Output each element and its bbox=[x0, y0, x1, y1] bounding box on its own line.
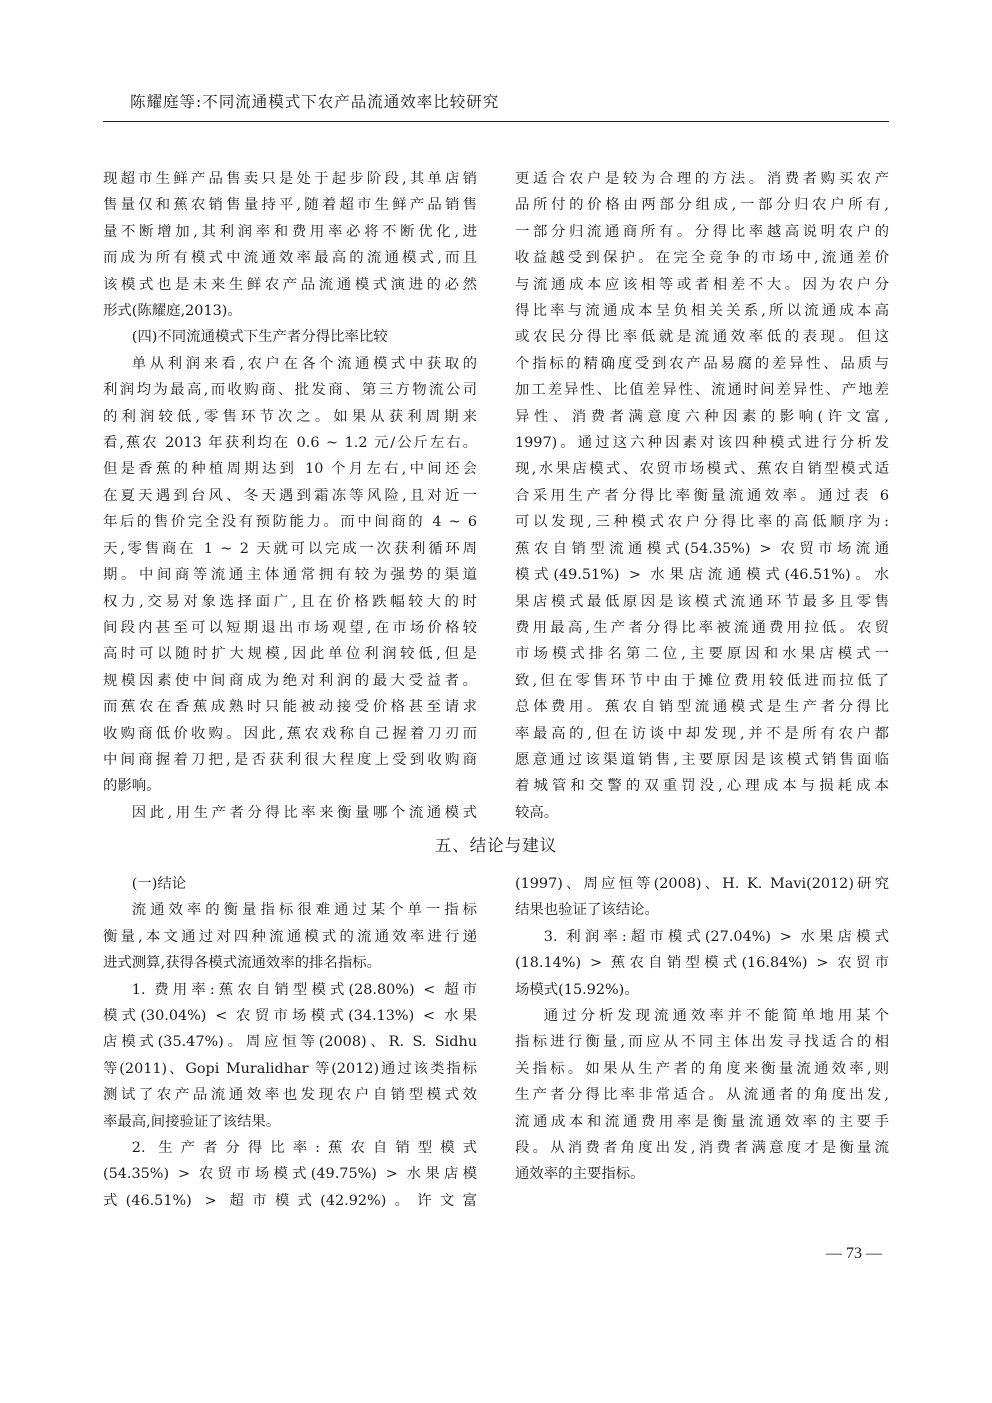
text-line: 品所付的价格由两部分组成,一部分归农户所有, bbox=[515, 197, 889, 214]
text-line: 通过分析发现流通效率并不能简单地用某个 bbox=[543, 1008, 889, 1025]
text-line: 可以发现,三种模式农户分得比率的高低顺序为: bbox=[515, 514, 889, 531]
section-heading: 五、结论与建议 bbox=[434, 836, 558, 855]
text-line: 2. 生产者分得比率:蕉农自销型模式 bbox=[131, 1140, 477, 1157]
text-line: 蕉农自销型流通模式(54.35%) > 农贸市场流通 bbox=[515, 540, 889, 557]
text-line: 在夏天遇到台风、冬天遇到霜冻等风险,且对近一 bbox=[103, 487, 477, 504]
text-line: 期。中间商等流通主体通常拥有较为强势的渠道 bbox=[103, 567, 477, 584]
text-line: 量不断增加,其利润率和费用率必将不断优化,进 bbox=[103, 223, 477, 240]
text-line: 模式(30.04%) < 农贸市场模式(34.13%) < 水果 bbox=[103, 1008, 477, 1025]
text-line: 现超市生鲜产品售卖只是处于起步阶段,其单店销 bbox=[103, 171, 477, 187]
text-line: 得比率与流通成本呈负相关关系,所以流通成本高 bbox=[515, 303, 889, 320]
text-line: (18.14%) > 蕉农自销型模式(16.84%) > 农贸市 bbox=[515, 955, 889, 972]
running-title: 陈耀庭等:不同流通模式下农产品流通效率比较研究 bbox=[130, 93, 500, 111]
text-line: 果店模式最低原因是该模式流通环节最多且零售 bbox=[515, 593, 889, 610]
text-line: 合采用生产者分得比率衡量流通效率。通过表 6 bbox=[515, 487, 889, 504]
text-line: 加工差异性、比值差异性、流通时间差异性、产地差 bbox=[515, 382, 889, 399]
text-line: 形式(陈耀庭,2013)。 bbox=[103, 303, 242, 320]
text-line: 异性、消费者满意度六种因素的影响(许文富, bbox=[515, 408, 889, 425]
text-line: 而成为所有模式中流通效率最高的流通模式,而且 bbox=[103, 250, 477, 267]
text-line: 而蕉农在香蕉成熟时只能被动接受价格甚至请求 bbox=[103, 699, 477, 716]
text-line: 流通成本和流通费用率是衡量流通效率的主要手 bbox=[515, 1113, 889, 1130]
text-line: 天,零售商在 1 ~ 2 天就可以完成一次获利循环周 bbox=[103, 540, 477, 557]
header-rule bbox=[103, 121, 889, 122]
text-line: 年后的售价完全没有预防能力。而中间商的 4 ~ 6 bbox=[103, 514, 477, 531]
text-line: 现,水果店模式、农贸市场模式、蕉农自销型模式适 bbox=[515, 461, 889, 478]
body-column-right-top bbox=[515, 166, 889, 826]
text-line: 场模式(15.92%)。 bbox=[515, 981, 639, 998]
subsection-heading: (一)结论 bbox=[131, 876, 187, 892]
text-line: 关指标。如果从生产者的角度来衡量流通效率,则 bbox=[515, 1060, 889, 1077]
body-column-right-bottom bbox=[515, 871, 889, 1188]
text-line: 衡量,本文通过对四种流通模式的流通效率进行递 bbox=[103, 928, 477, 945]
page-number: — 73 — bbox=[826, 1245, 882, 1262]
text-line: 收益越受到保护。在完全竞争的市场中,流通差价 bbox=[515, 250, 889, 267]
text-line: 的影响。 bbox=[103, 778, 161, 795]
text-line: 总体费用。蕉农自销型流通模式是生产者分得比 bbox=[515, 699, 889, 716]
body-column-left-top bbox=[103, 166, 477, 826]
text-line: 个指标的精确度受到农产品易腐的差异性、品质与 bbox=[515, 355, 889, 372]
text-line: 规模因素使中间商成为绝对利润的最大受益者。 bbox=[103, 672, 477, 689]
text-line: 率最高的,但在访谈中却发现,并不是所有农户都 bbox=[515, 725, 889, 742]
text-line: 看,蕉农 2013 年获利均在 0.6 ~ 1.2 元/公斤左右。 bbox=[103, 435, 477, 452]
text-line: 利润均为最高,而收购商、批发商、第三方物流公司 bbox=[103, 382, 477, 399]
subsection-heading: (四)不同流通模式下生产者分得比率比较 bbox=[131, 329, 388, 346]
text-line: 测试了农产品流通效率也发现农户自销型模式效 bbox=[103, 1087, 477, 1104]
text-line: 3. 利润率:超市模式(27.04%) > 水果店模式 bbox=[543, 928, 889, 945]
text-line: 的利润较低,零售环节次之。如果从获利周期来 bbox=[103, 408, 477, 425]
text-line: 店模式(35.47%)。周应恒等(2008)、R. S. Sidhu bbox=[103, 1034, 477, 1051]
text-line: 高时可以随时扩大规模,因此单位利润较低,但是 bbox=[103, 646, 477, 663]
text-line: 权力,交易对象选择面广,且在价格跌幅较大的时 bbox=[103, 593, 477, 610]
text-line: 但是香蕉的种植周期达到 10 个月左右,中间还会 bbox=[103, 461, 477, 478]
text-line: 等(2011)、Gopi Muralidhar 等(2012)通过该类指标 bbox=[103, 1060, 477, 1077]
text-line: 1997)。通过这六种因素对该四种模式进行分析发 bbox=[515, 435, 889, 452]
text-line: 该模式也是未来生鲜农产品流通模式演进的必然 bbox=[103, 276, 477, 293]
text-line: 流通效率的衡量指标很难通过某个单一指标 bbox=[131, 902, 477, 919]
text-line: 致,但在零售环节中由于摊位费用较低进而拉低了 bbox=[515, 672, 889, 689]
text-line: 率最高,间接验证了该结果。 bbox=[103, 1113, 281, 1130]
text-line: 市场模式排名第二位,主要原因和水果店模式一 bbox=[515, 646, 889, 663]
text-line: 更适合农户是较为合理的方法。消费者购买农产 bbox=[515, 171, 889, 187]
text-line: 售量仅和蕉农销售量持平,随着超市生鲜产品销售 bbox=[103, 197, 477, 214]
text-line: 结果也验证了该结论。 bbox=[515, 902, 659, 919]
text-line: 模式(49.51%) > 水果店流通模式(46.51%)。水 bbox=[515, 567, 889, 584]
text-line: 通效率的主要指标。 bbox=[515, 1166, 645, 1183]
text-line: 着城管和交警的双重罚没,心理成本与损耗成本 bbox=[515, 778, 889, 795]
text-line: 中间商握着刀把,是否获利很大程度上受到收购商 bbox=[103, 751, 477, 768]
text-line: 与流通成本应该相等或者相差不大。因为农户分 bbox=[515, 276, 889, 293]
text-line: (54.35%) > 农贸市场模式(49.75%) > 水果店模 bbox=[103, 1166, 477, 1183]
text-line: 式(46.51%) > 超市模式(42.92%)。许文富 bbox=[103, 1192, 477, 1209]
text-line: 收购商低价收购。因此,蕉农戏称自己握着刀刃而 bbox=[103, 725, 477, 742]
text-line: 生产者分得比率非常适合。从流通者的角度出发, bbox=[515, 1087, 889, 1104]
text-line: 1. 费用率:蕉农自销型模式(28.80%) < 超市 bbox=[131, 981, 477, 998]
text-line: 进式测算,获得各模式流通效率的排名指标。 bbox=[103, 955, 381, 972]
text-line: 费用最高,生产者分得比率被流通费用拉低。农贸 bbox=[515, 619, 889, 636]
text-line: (1997)、周应恒等(2008)、H. K. Mavi(2012)研究 bbox=[515, 876, 889, 892]
text-line: 较高。 bbox=[515, 804, 559, 821]
text-line: 一部分归流通商所有。分得比率越高说明农户的 bbox=[515, 223, 889, 240]
text-line: 指标进行衡量,而应从不同主体出发寻找适合的相 bbox=[515, 1034, 889, 1051]
text-line: 或农民分得比率低就是流通效率低的表现。但这 bbox=[515, 329, 889, 346]
text-line: 间段内甚至可以短期退出市场观望,在市场价格较 bbox=[103, 619, 477, 636]
text-line: 单从利润来看,农户在各个流通模式中获取的 bbox=[131, 355, 477, 372]
text-line: 段。从消费者角度出发,消费者满意度才是衡量流 bbox=[515, 1140, 889, 1157]
text-line: 愿意通过该渠道销售,主要原因是该模式销售面临 bbox=[515, 751, 889, 768]
text-line: 因此,用生产者分得比率来衡量哪个流通模式 bbox=[131, 804, 477, 821]
body-column-left-bottom bbox=[103, 871, 477, 1214]
